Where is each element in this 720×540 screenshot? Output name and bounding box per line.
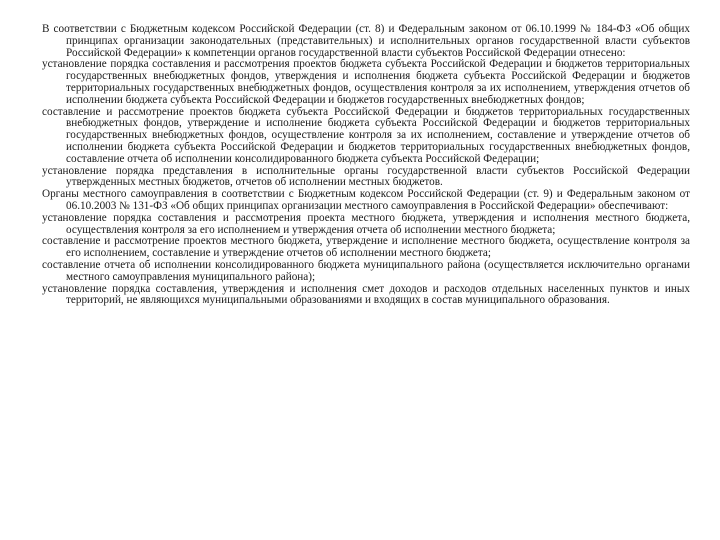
paragraph-subject-reporting: установление порядка представления в исполнительные органы государственной власти субъектов Российской Федерации утвержденных местных бюджетов, отчетов об исполнении местных бюджетов. <box>42 164 690 189</box>
paragraph-local-procedure: установление порядка составления и рассмотрения проекта местного бюджета, утверждения и исполнения местного бюджета, осуществления контроля за его исполнением и утверждения отчета об исполнении местного бюджета; <box>42 211 690 236</box>
paragraph-local-estimates: установление порядка составления, утверждения и исполнения смет доходов и расходов отдельных населенных пунктов и иных территорий, не являющихся муниципальными образованиями и входящих в состав муниципального образования. <box>42 282 690 307</box>
paragraph-subject-procedure: установление порядка составления и рассмотрения проектов бюджета субъекта Российской Федерации и бюджетов территориальных государственных внебюджетных фондов, утверждения и исполнения бюджета субъекта Российской Федерации и бюджетов территориальных государственных внебюджетных фондов, осуществления контроля за их исполнением, утверждения отчетов об исполнении бюджета субъекта Российской Федерации и бюджетов государственных внебюджетных фондов; <box>42 58 690 106</box>
paragraph-intro-subjects: В соответствии с Бюджетным кодексом Российской Федерации (ст. 8) и Федеральным законом от 06.10.1999 № 184-ФЗ «Об общих принципах организации законодательных (представительных) и исполнительных органов государственной власти субъектов Российской Федерации» к компетенции органов государственной власти субъектов Российской Федерации отнесено: <box>42 23 690 59</box>
paragraph-local-drafting: составление и рассмотрение проектов местного бюджета, утверждение и исполнение местного бюджета, осуществление контроля за его исполнением, составление и утверждение отчетов об исполнении местного бюджета; <box>42 235 690 260</box>
paragraph-subject-drafting: составление и рассмотрение проектов бюджета субъекта Российской Федерации и бюджетов территориальных государственных внебюджетных фондов, утверждение и исполнение бюджета субъекта Российской Федерации и бюджетов территориальных государственных внебюджетных фондов, осуществление контроля за их исполнением, составление и утверждение отчетов об исполнении бюджета субъекта Российской Федерации и бюджетов территориальных государственных внебюджетных фондов, составление отчета об исполнении консолидированного бюджета субъекта Российской Федерации; <box>42 105 690 165</box>
paragraph-intro-local: Органы местного самоуправления в соответствии с Бюджетным кодексом Российской Федерации (ст. 9) и Федеральным законом от 06.10.2003 № 131-ФЗ «Об общих принципах организации местного самоуправления в Российской Федерации» обеспечивают: <box>42 188 690 212</box>
document-text <box>42 24 690 307</box>
paragraph-local-consolidated: составление отчета об исполнении консолидированного бюджета муниципального района (осуществляется исключительно органами местного самоуправления муниципального района); <box>42 258 690 283</box>
